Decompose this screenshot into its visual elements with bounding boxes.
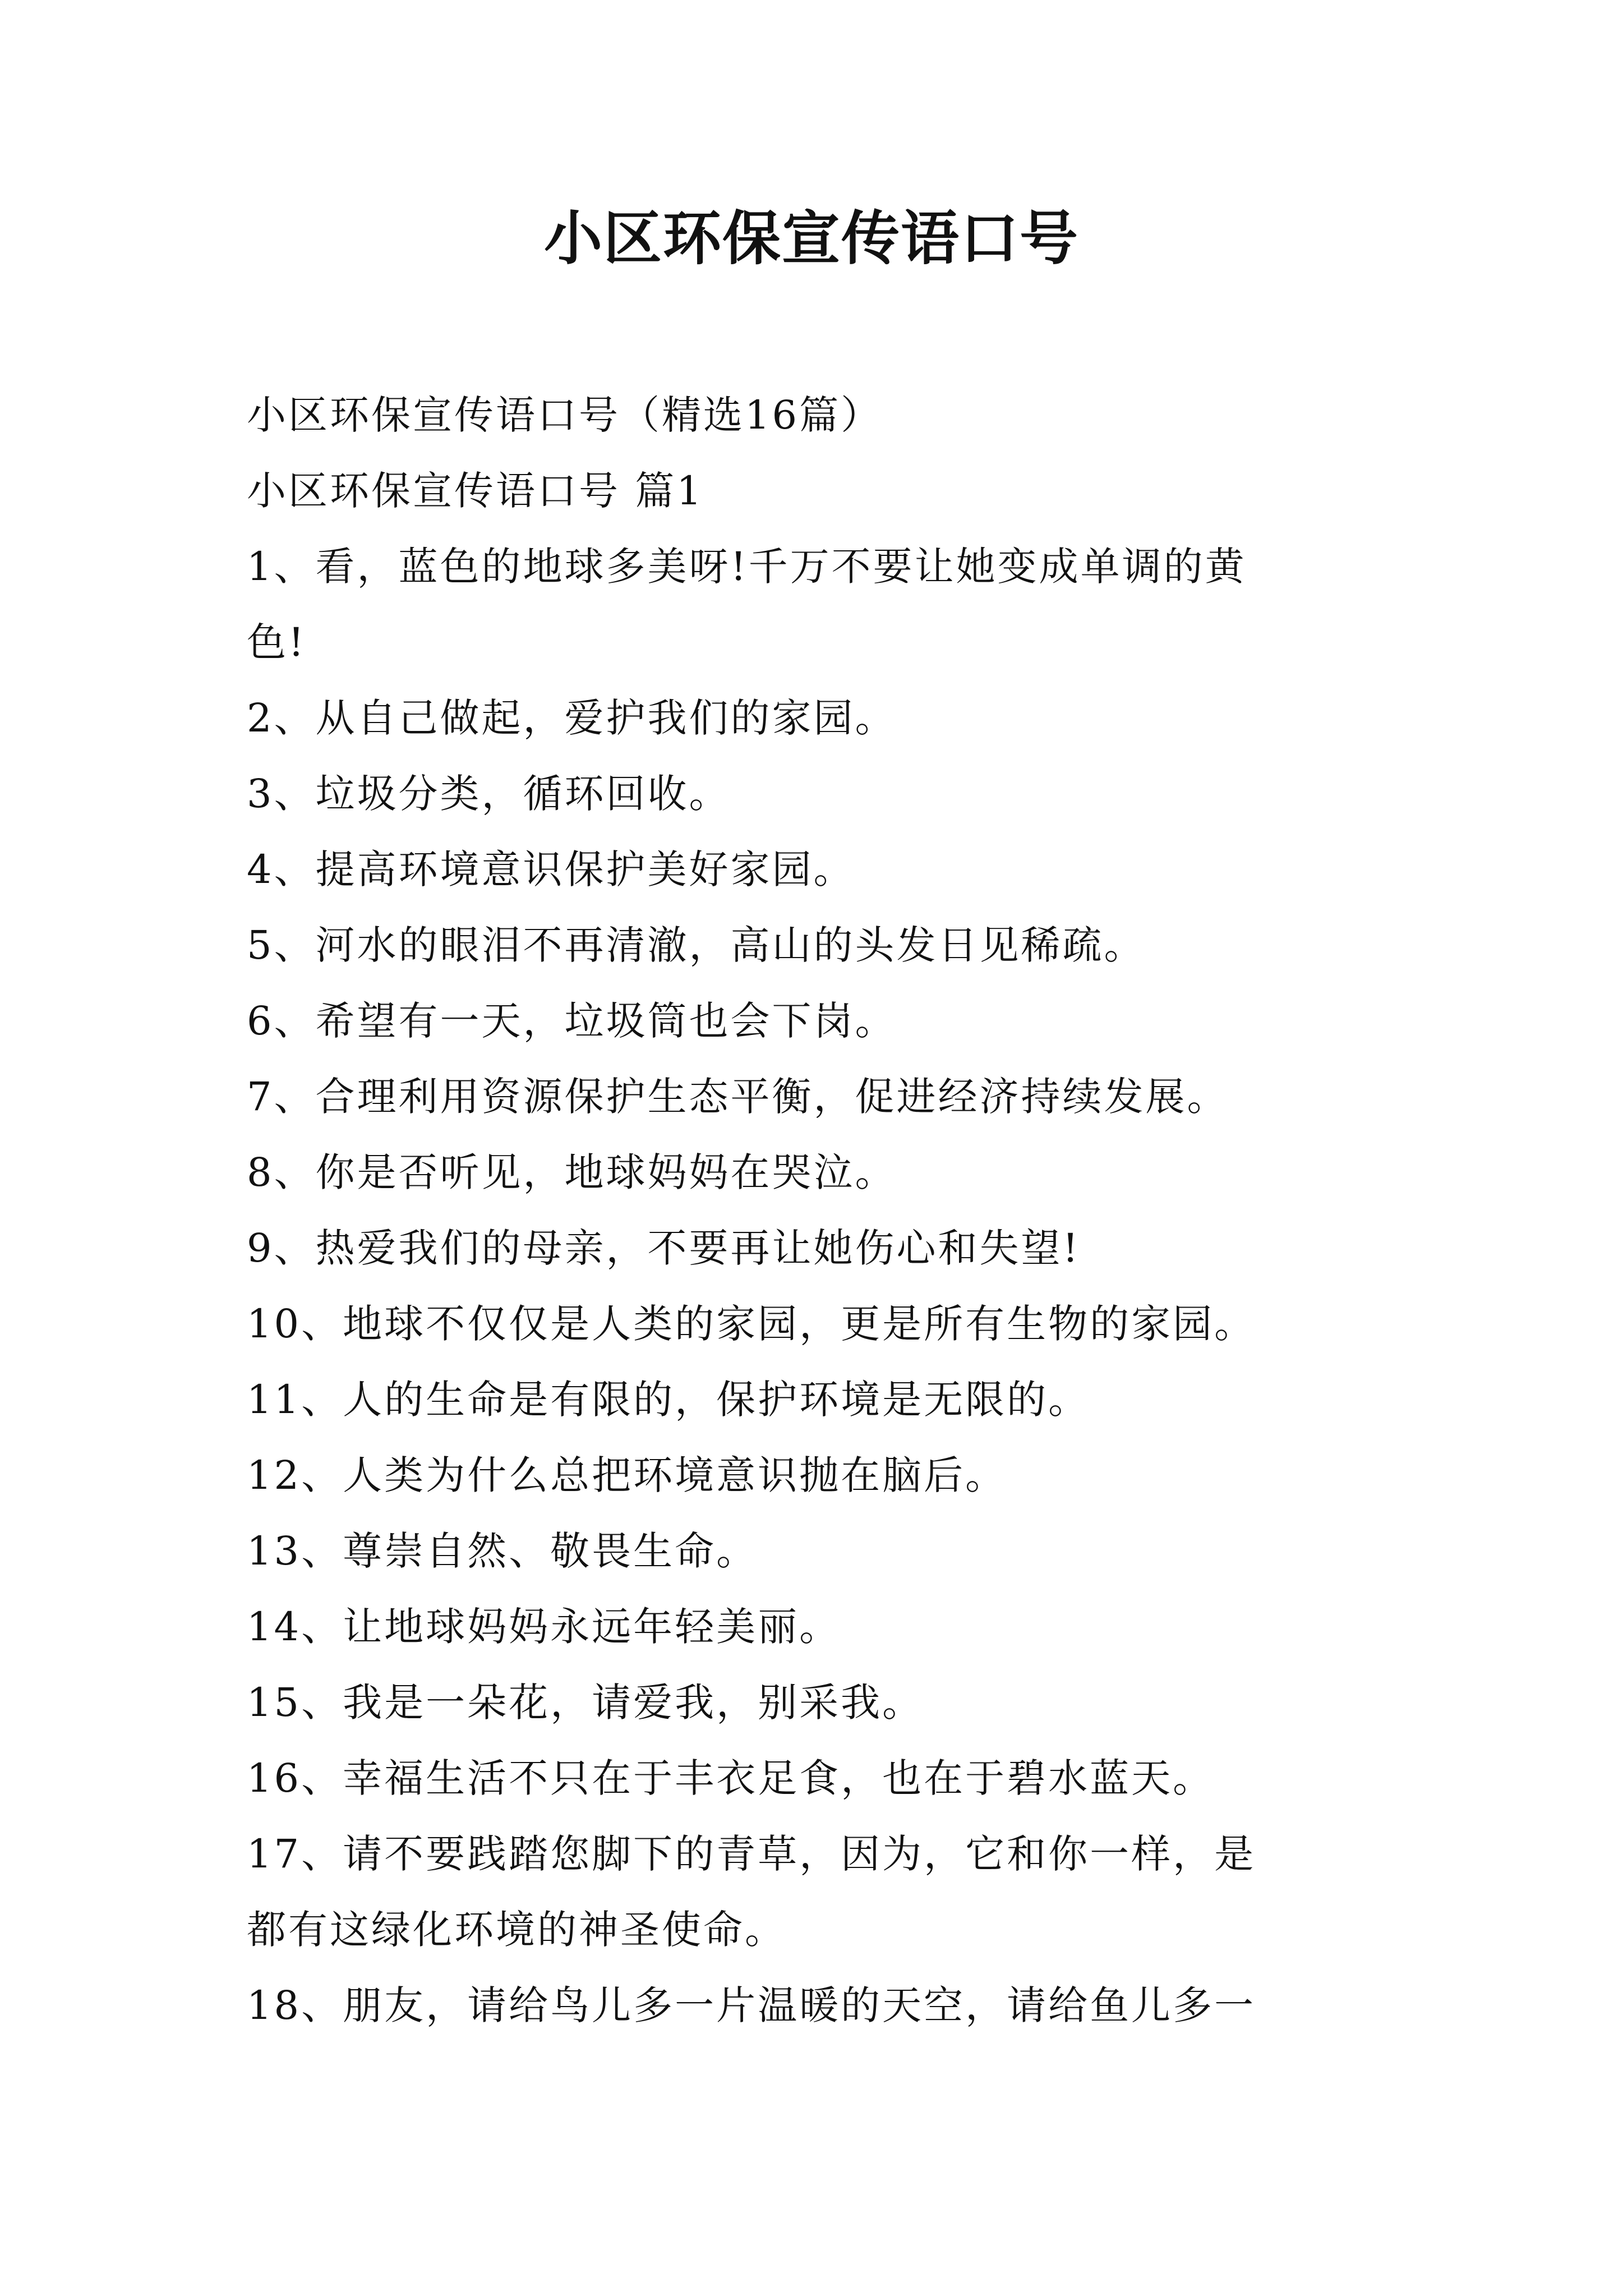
- slogan-line: 12、人类为什么总把环境意识抛在脑后。: [247, 1452, 1007, 1498]
- slogan-continuation: 色!: [247, 619, 307, 665]
- document-title: 小区环保宣传语口号: [543, 204, 1079, 273]
- slogan-line: 16、幸福生活不只在于丰衣足食，也在于碧水蓝天。: [247, 1755, 1215, 1801]
- slogan-line: 8、你是否听见，地球妈妈在哭泣。: [247, 1149, 897, 1195]
- slogan-line: 13、尊崇自然、敬畏生命。: [247, 1528, 758, 1574]
- slogan-line: 3、垃圾分类，循环回收。: [247, 771, 731, 817]
- slogan-line: 10、地球不仅仅是人类的家园，更是所有生物的家园。: [247, 1301, 1256, 1347]
- slogan-line: 5、河水的眼泪不再清澈，高山的头发日见稀疏。: [247, 922, 1146, 968]
- slogan-line: 17、请不要践踏您脚下的青草，因为，它和你一样，是: [247, 1831, 1256, 1877]
- slogan-line: 14、让地球妈妈永远年轻美丽。: [247, 1604, 841, 1650]
- slogan-line: 7、合理利用资源保护生态平衡，促进经济持续发展。: [247, 1074, 1229, 1120]
- slogan-line: 2、从自己做起，爱护我们的家园。: [247, 695, 897, 741]
- slogan-continuation: 都有这绿化环境的神圣使命。: [247, 1907, 786, 1953]
- section-heading: 小区环保宣传语口号 篇1: [247, 468, 704, 514]
- slogan-line: 11、人的生命是有限的，保护环境是无限的。: [247, 1377, 1090, 1423]
- slogan-line: 9、热爱我们的母亲，不要再让她伤心和失望!: [247, 1225, 1081, 1271]
- slogan-line: 1、看，蓝色的地球多美呀!千万不要让她变成单调的黄: [247, 544, 1247, 590]
- slogan-line: 6、希望有一天，垃圾筒也会下岗。: [247, 998, 897, 1044]
- slogan-line: 18、朋友，请给鸟儿多一片温暖的天空，请给鱼儿多一: [247, 1982, 1256, 2028]
- slogan-line: 15、我是一朵花，请爱我，别采我。: [247, 1680, 924, 1726]
- intro-line: 小区环保宣传语口号（精选16篇）: [247, 392, 883, 438]
- slogan-line: 4、提高环境意识保护美好家园。: [247, 846, 855, 892]
